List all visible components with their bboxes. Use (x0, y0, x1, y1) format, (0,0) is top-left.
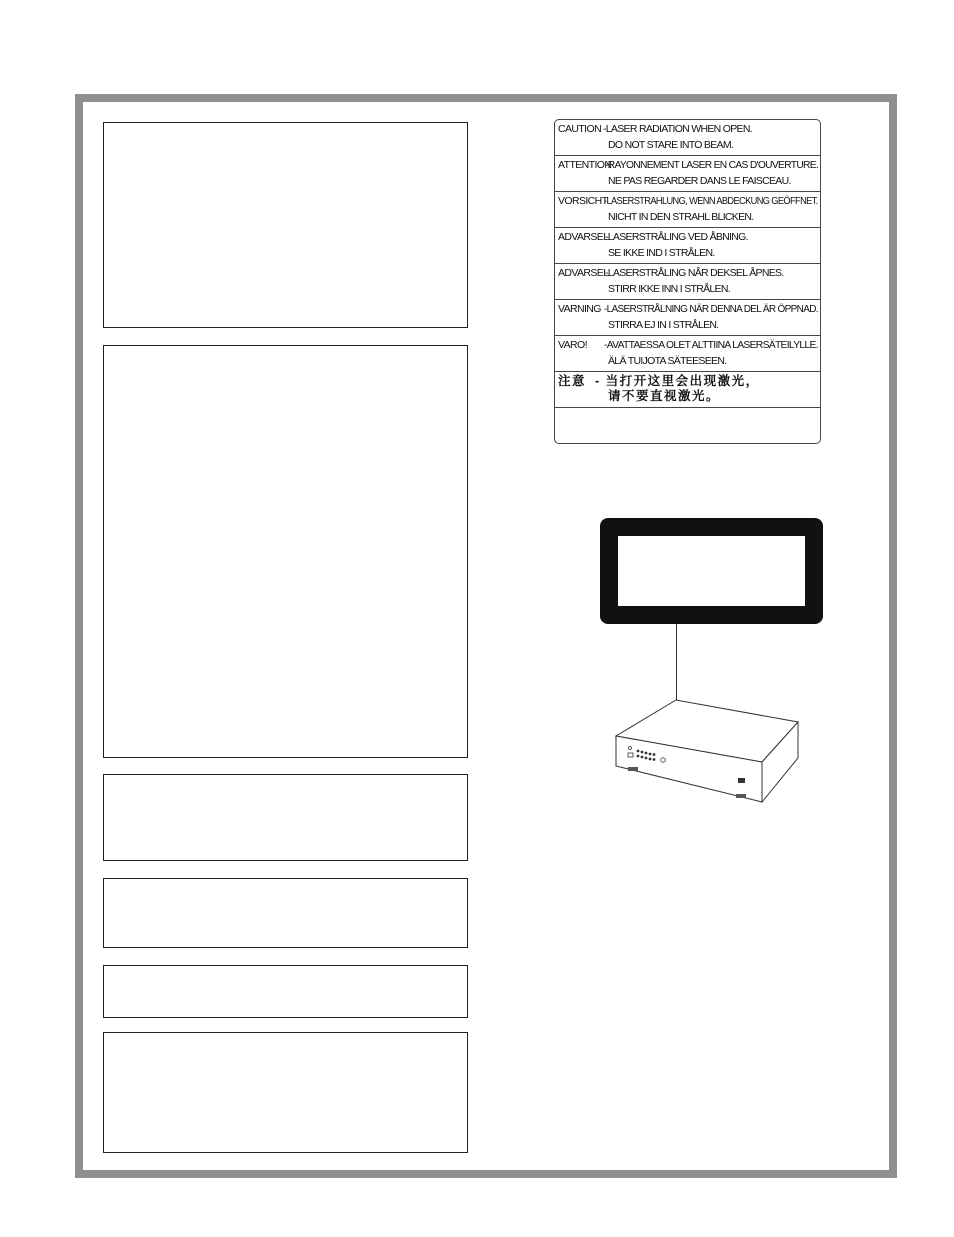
caution-row-line1: -LASERSTRÅLNING NÄR DENNA DEL ÄR ÖPPNAD. (604, 303, 818, 315)
caution-row-line2: ÄLÄ TUIJOTA SÄTEESEEN. (608, 355, 727, 367)
caution-row-line2: NE PAS REGARDER DANS LE FAISCEAU. (608, 175, 791, 187)
caution-row-line1: -RAYONNEMENT LASER EN CAS D'OUVERTURE. (605, 159, 819, 171)
caution-row-label: CAUTION (558, 123, 602, 135)
caution-row-label: ATTENTION (558, 159, 612, 171)
notice-panel-1 (103, 122, 468, 328)
caution-row-line1: -AVATTAESSA OLET ALTTIINA LASERSÄTEILYLLE. (604, 339, 818, 351)
caution-row-line1: -LASER RADIATION WHEN OPEN. (603, 123, 752, 135)
caution-row-line2: NICHT IN DEN STRAHL BLICKEN. (608, 211, 754, 223)
caution-row-label: ADVARSEL (558, 231, 609, 243)
caution-row-label: VARNING (558, 303, 601, 315)
caution-row-line2: SE IKKE IND I STRÅLEN. (608, 247, 715, 259)
notice-panel-4 (103, 878, 468, 948)
caution-row-da (555, 228, 820, 264)
caution-row-label: VARO! (558, 339, 587, 351)
notice-panel-5 (103, 965, 468, 1018)
notice-panel-3 (103, 774, 468, 861)
caution-row-line2: DO NOT STARE INTO BEAM. (608, 139, 734, 151)
caution-row-label: ADVARSEL (558, 267, 609, 279)
caution-row-sv (555, 300, 820, 336)
caution-row-line2: STIRRA EJ IN I STRÅLEN. (608, 319, 719, 331)
caution-row-zh (555, 372, 820, 408)
notice-panel-2 (103, 345, 468, 758)
caution-row-fi (555, 336, 820, 372)
caution-row-line1: -LASERSTRAHLUNG, WENN ABDECKUNG GEÖFFNET. (604, 195, 818, 207)
caution-row-de (555, 192, 820, 228)
caution-row-en (555, 120, 820, 156)
cd-player-device-icon (612, 696, 802, 806)
caution-row-line2: 请不要直视激光。 (608, 389, 721, 403)
laser-caution-table (554, 119, 821, 444)
laser-warning-label-icon (600, 518, 823, 624)
caution-row-line1: -LASERSTRÅLING NÅR DEKSEL ÅPNES. (605, 267, 784, 279)
caution-row-no (555, 264, 820, 300)
label-window (618, 536, 805, 606)
caution-row-line1: - 当打开这里会出现激光， (595, 374, 760, 388)
caution-row-label: 注意 (558, 374, 587, 388)
caution-row-fr (555, 156, 820, 192)
notice-panel-6 (103, 1032, 468, 1153)
caution-row-label: VORSICHT (558, 195, 608, 207)
caution-row-line1: -LASERSTRÅLING VED ÅBNING. (605, 231, 748, 243)
caution-row-line2: STIRR IKKE INN I STRÅLEN. (608, 283, 730, 295)
caution-row-blank (555, 408, 820, 444)
